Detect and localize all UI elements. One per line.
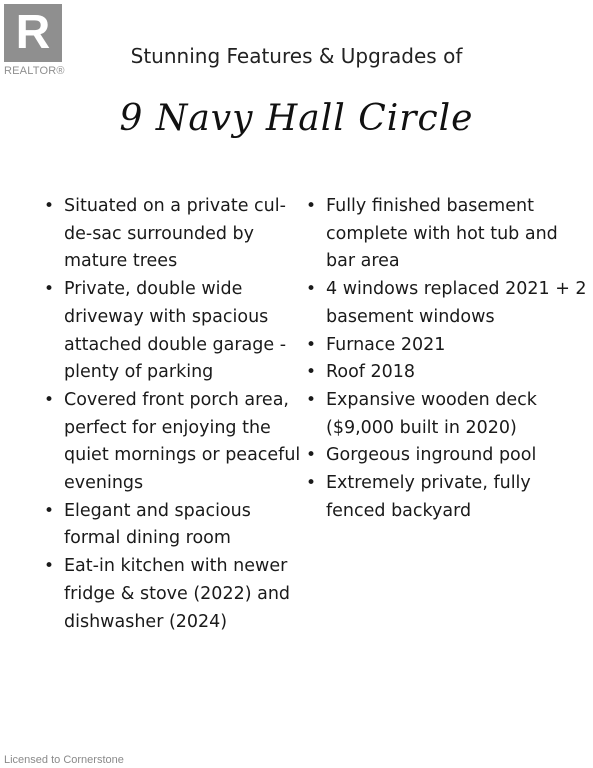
- features-left-list: [44, 193, 302, 636]
- feature-item: • 4 windows replaced 2021 + 2 basement windows: [306, 276, 588, 331]
- feature-item: • Situated on a private cul-de-sac surrounded by mature trees: [44, 193, 302, 276]
- page-title: 9 Navy Hall Circle: [119, 98, 474, 139]
- feature-item: • Fully finished basement complete with hot tub and bar area: [306, 193, 588, 276]
- feature-item: • Eat-in kitchen with newer fridge & stove (2022) and dishwasher (2024): [44, 553, 302, 636]
- feature-item: • Covered front porch area, perfect for enjoying the quiet mornings or peaceful evenings: [44, 387, 302, 498]
- license-footer: Licensed to Cornerstone: [4, 754, 124, 766]
- logo-letter: R: [15, 6, 51, 59]
- features-right-list: [306, 193, 588, 525]
- feature-item: • Expansive wooden deck ($9,000 built in 2020): [306, 387, 588, 442]
- page-subtitle: Stunning Features & Upgrades of: [130, 44, 463, 68]
- realtor-wordmark: REALTOR®: [4, 65, 65, 77]
- feature-item: • Roof 2018: [306, 359, 588, 387]
- feature-item: • Gorgeous inground pool: [306, 442, 588, 470]
- feature-item: • Furnace 2021: [306, 332, 588, 360]
- feature-item: • Extremely private, fully fenced backyard: [306, 470, 588, 525]
- feature-item: • Elegant and spacious formal dining room: [44, 498, 302, 553]
- feature-item: • Private, double wide driveway with spacious attached double garage - plenty of parking: [44, 276, 302, 387]
